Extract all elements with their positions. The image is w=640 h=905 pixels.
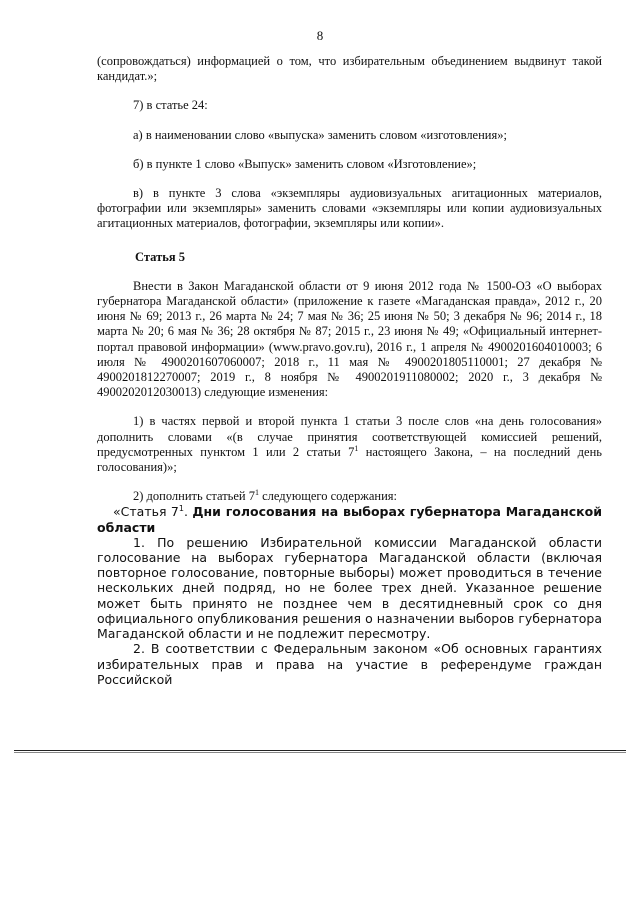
- change-2: [97, 489, 602, 504]
- change-2-superscript: 1: [255, 488, 259, 498]
- article-7-1-superscript: 1: [178, 504, 184, 514]
- article-5-heading: Статья 5: [135, 249, 185, 264]
- item-7b: б) в пункте 1 слово «Выпуск» заменить словом «Изготовление»;: [133, 156, 477, 171]
- change-1-superscript: 1: [354, 443, 359, 453]
- paragraph-continuation: (сопровождаться) информацией о том, что избирательным объединением выдвинут такой кандидат.»;: [97, 54, 602, 84]
- article-7-1-paragraph-2: 2. В соответствии с Федеральным законом «Об основных гарантиях избирательных прав и права на участие в референдуме граждан Российской: [97, 641, 602, 687]
- article-7-1-paragraph-1: 1. По решению Избирательной комиссии Магаданской области голосование на выборах губернатора Магаданской области (включая повторное голосование, повторные выборы) может проводиться в течение нескольких дней подряд, но не более трех дней. Указанное решение может быть принято не позднее чем в десятидневный срок со дня официального опубликования решения о назначении выборов губернатора Магаданской области и не подлежит пересмотру.: [97, 534, 602, 642]
- change-1: [97, 414, 602, 475]
- article-7-1-title: [97, 504, 602, 534]
- article-7-1-dot: .: [183, 504, 193, 520]
- change-2-text: 2) дополнить статьей 7: [133, 489, 255, 504]
- article-7-1: [97, 504, 602, 686]
- item-7: 7) в статье 24:: [133, 98, 208, 113]
- page-number: 8: [316, 28, 324, 43]
- document-body: [97, 54, 602, 687]
- article-5-intro: Внести в Закон Магаданской области от 9 июня 2012 года № 1500-ОЗ «О выборах губернатора Магаданской области» (приложение к газете «Магаданская правда», 2012 г., 20 июня № 69; 2013 г., 26 марта № 24; 7 мая № 36; 25 июня № 50; 3 декабря № 96; 2014 г., 18 марта № 20; 6 мая № 36; 28 октября № 87; 2015 г., 23 июня № 49; «Официальный интернет-портал правовой информации» (www.pravo.gov.ru), 2016 г., 1 апреля № 4900201604010003; 6 июля № 4900201607060007; 2018 г., 11 мая № 4900201805110001; 27 декабря № 4900201812270007; 2019 г., 8 ноября № 4900201911080002; 2020 г., 3 декабря № 4900202012030013) следующие изменения:: [97, 278, 602, 400]
- article-7-1-title-text: Дни голосования на выборах губернатора Магаданской области: [97, 504, 602, 535]
- item-7a: а) в наименовании слово «выпуска» заменить словом «изготовления»;: [133, 127, 507, 142]
- change-1-text: 1) в частях первой и второй пункта 1 статьи 3 после слов «на день голосования» дополнить словами «(в случае принятия соответствующей комиссией решений, предусмотренных пунктом 1 или 2 статьи 7: [97, 414, 602, 459]
- article-7-1-prefix: «Статья 7: [113, 504, 179, 520]
- change-2-text-end: следующего содержания:: [259, 489, 397, 504]
- footer-divider: [14, 750, 626, 751]
- item-7c: в) в пункте 3 слова «экземпляры аудиовизуальных агитационных материалов, фотографии или экземпляры» заменить словами «экземпляры или копии аудиовизуальных агитационных материалов, фотографии, экземпляры или копии».: [97, 186, 602, 231]
- change-1-text-end: настоящего Закона, – на последний день голосования)»;: [97, 444, 602, 475]
- footer-divider-shadow: [14, 752, 626, 753]
